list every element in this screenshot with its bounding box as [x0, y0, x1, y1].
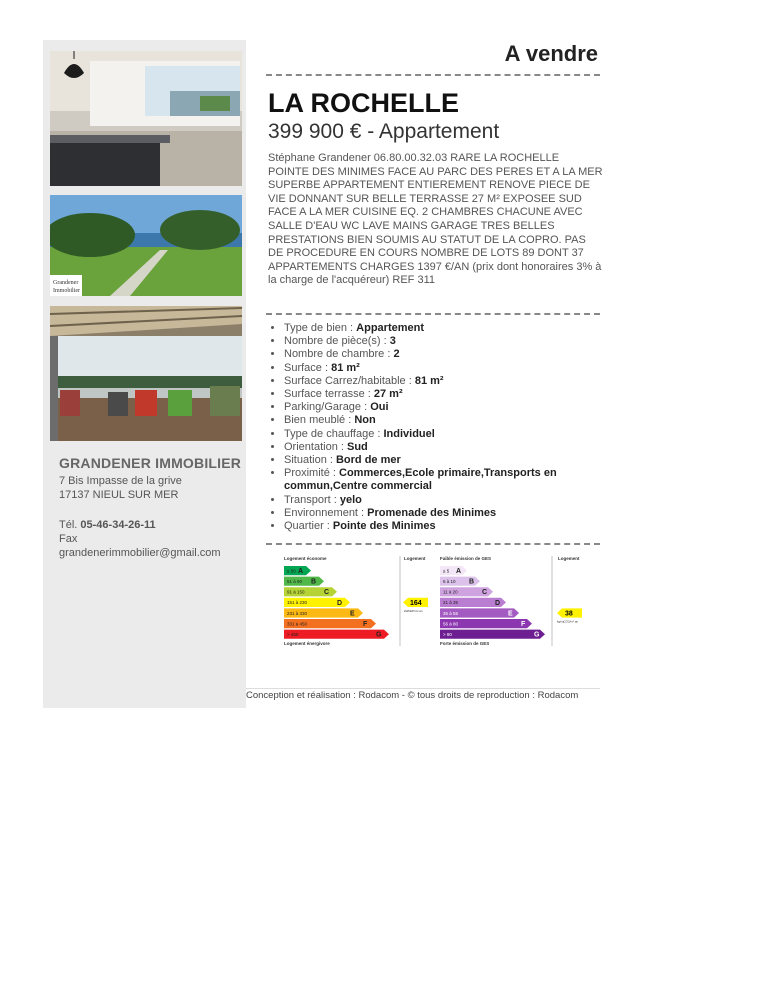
- property-label: Surface Carrez/habitable :: [284, 374, 415, 387]
- property-value: 81 m²: [414, 374, 444, 387]
- divider-bottom: [266, 543, 600, 545]
- dpe-consumption-letter: C: [324, 589, 330, 597]
- property-item: [284, 362, 614, 375]
- dpe-emission-range: 6 à 10: [443, 579, 456, 584]
- property-item: [284, 388, 614, 401]
- agency-phone: [59, 518, 244, 532]
- agency-address-line2: 17137 NIEUL SUR MER: [59, 489, 179, 501]
- listing-city: LA ROCHELLE: [268, 88, 459, 118]
- property-value: Pointe des Minimes: [332, 520, 436, 533]
- photo-terrace[interactable]: [50, 306, 242, 441]
- dpe-emission-letter: E: [508, 610, 513, 618]
- property-label: Proximité :: [284, 467, 340, 480]
- dpe-title-left-bottom: Logement énergivore: [284, 641, 330, 646]
- divider-top: [266, 74, 600, 76]
- agency-info: [59, 456, 244, 560]
- status-heading: A vendre: [504, 41, 598, 66]
- dpe-consumption-letter: E: [350, 610, 355, 618]
- dpe-emission-letter: B: [469, 578, 475, 586]
- property-item: [284, 414, 614, 427]
- dpe-emission-value: 38: [565, 610, 573, 618]
- dpe-title-right-bottom: Forte émission de GES: [440, 641, 490, 646]
- property-label: Parking/Garage :: [284, 401, 371, 414]
- phone-number[interactable]: 05-46-34-26-11: [80, 519, 156, 531]
- photo-living-room[interactable]: [50, 51, 242, 186]
- property-value: Sud: [346, 440, 368, 453]
- dpe-title-left: Logement économe: [284, 556, 327, 561]
- dpe-col-label-left: Logement: [404, 556, 426, 561]
- property-item: [284, 348, 614, 361]
- dpe-emission-range: 36 à 55: [443, 610, 459, 616]
- dpe-consumption-range: ≤ 50: [287, 568, 296, 574]
- dpe-col-label-right: Logement: [558, 556, 580, 561]
- property-item: [284, 520, 614, 533]
- dpe-consumption-range: 331 à 450: [287, 621, 308, 627]
- property-item: [284, 428, 614, 441]
- listing-description: Stéphane Grandener 06.80.00.32.03 RARE LA ROCHELLE POINTE DES MINIMES FACE AU PARC DES PERES ET A LA MER SUPERBE APPARTEMENT ENTIEREMENT RENOVE PIECE DE VIE DONNANT SUR BELLE TERRASSE 27 M² EXPOSEE SUD FACE A LA MER CUISINE EQ. 2 CHAMBRES CHACUNE AVEC SALLE D'EAU WC LAVE MAINS GARAGE TRES BELLES PRESTATIONS BIEN SOUMIS AU STATUT DE LA COPRO. PAS DE PROCEDURE EN COURS NOMBRE DE LOTS 89 DONT 37 APPARTEMENTS CHARGES 1397 €/AN (prix dont honoraires 3% à la charge de l'acquéreur) REF 311: [268, 152, 603, 287]
- property-value: 81 m²: [331, 361, 360, 374]
- dpe-consumption-letter: D: [337, 599, 343, 607]
- property-value: Bord de mer: [335, 454, 401, 467]
- dpe-emission-range: > 80: [443, 632, 452, 637]
- footer-credits: Conception et réalisation : Rodacom - © tous droits de reproduction : Rodacom: [246, 690, 579, 701]
- energy-diagnostic: [282, 554, 592, 654]
- property-label: Surface terrasse :: [284, 388, 374, 401]
- living-room-image: [50, 51, 242, 186]
- divider-middle: [266, 313, 600, 315]
- property-value: Promenade des Minimes: [367, 506, 497, 519]
- property-value: Commerces,Ecole primaire,Transports en commun,Centre commercial: [284, 467, 557, 493]
- dpe-emission-letter: F: [521, 621, 526, 628]
- property-item: [284, 494, 614, 507]
- property-value: Appartement: [356, 322, 425, 334]
- dpe-emission-letter: D: [495, 599, 501, 607]
- dpe-consumption-bar: [284, 630, 389, 639]
- property-item: [284, 507, 614, 520]
- property-label: Environnement :: [284, 506, 368, 519]
- property-item: [284, 322, 614, 335]
- dpe-emission-range: 56 à 80: [443, 621, 459, 627]
- property-label: Type de chauffage :: [284, 427, 384, 440]
- dpe-emission-range: 11 à 20: [443, 589, 458, 595]
- property-value: Individuel: [383, 427, 435, 440]
- dpe-emission-letter: G: [534, 631, 540, 639]
- dpe-consumption-value: 164: [410, 599, 422, 607]
- terrace-image: [50, 306, 242, 441]
- property-label: Situation :: [284, 454, 336, 467]
- park-sea-image: [50, 195, 242, 296]
- property-label: Transport :: [284, 493, 340, 506]
- property-value: Oui: [370, 401, 389, 414]
- dpe-consumption-letter: G: [376, 631, 382, 639]
- dpe-emission-unit: kgéqCO2/m².an: [557, 619, 579, 624]
- dpe-emission-bar: [440, 630, 545, 639]
- agency-address-line1: 7 Bis Impasse de la grive: [59, 475, 182, 487]
- dpe-emission-range: 21 à 35: [443, 600, 459, 606]
- property-label: Orientation :: [284, 440, 347, 453]
- photo-park-sea[interactable]: [50, 195, 242, 296]
- dpe-consumption-range: > 450: [287, 632, 299, 637]
- property-value: 27 m²: [373, 388, 403, 401]
- property-label: Bien meublé :: [284, 414, 355, 427]
- dpe-emission-letter: C: [482, 589, 488, 597]
- property-value: 2: [393, 348, 400, 361]
- dpe-consumption-unit: kWhEP/m².an: [404, 609, 423, 613]
- property-value: 3: [389, 335, 396, 348]
- agency-fax: Fax: [59, 533, 78, 545]
- footer-divider: [246, 688, 600, 689]
- dpe-emission-letter: A: [456, 568, 462, 575]
- property-label: Type de bien :: [284, 322, 357, 334]
- listing-price: 399 900 € - Appartement: [268, 120, 500, 143]
- logo-text-2: Immobilier: [53, 288, 80, 294]
- dpe-consumption-range: 231 à 330: [287, 610, 308, 616]
- property-item: [284, 375, 614, 388]
- dpe-consumption-range: 51 à 90: [287, 579, 303, 584]
- property-label: Quartier :: [284, 520, 333, 533]
- property-value: Non: [354, 414, 376, 427]
- dpe-consumption-letter: B: [311, 578, 317, 586]
- logo-text-1: Grandener: [53, 280, 79, 286]
- dpe-consumption-range: 151 à 230: [287, 600, 308, 606]
- dpe-consumption-letter: F: [363, 621, 368, 628]
- property-item: [284, 335, 614, 348]
- dpe-consumption-letter: A: [298, 568, 304, 575]
- property-label: Surface :: [284, 361, 332, 374]
- property-label: Nombre de chambre :: [284, 348, 394, 361]
- property-value: yelo: [339, 493, 362, 506]
- dpe-emission-range: ≤ 5: [443, 568, 450, 574]
- phone-label: Tél.: [59, 519, 81, 531]
- property-item: [284, 441, 614, 454]
- dpe-title-right: Faible émission de GES: [440, 556, 492, 561]
- agency-name: GRANDENER IMMOBILIER: [59, 455, 242, 471]
- agency-email[interactable]: grandenerimmobilier@gmail.com: [59, 547, 221, 559]
- property-label: Nombre de pièce(s) :: [284, 335, 390, 348]
- dpe-consumption-range: 91 à 150: [287, 589, 305, 595]
- property-item: [284, 454, 614, 467]
- property-item: [284, 467, 614, 493]
- property-list: [270, 322, 614, 533]
- property-item: [284, 401, 614, 414]
